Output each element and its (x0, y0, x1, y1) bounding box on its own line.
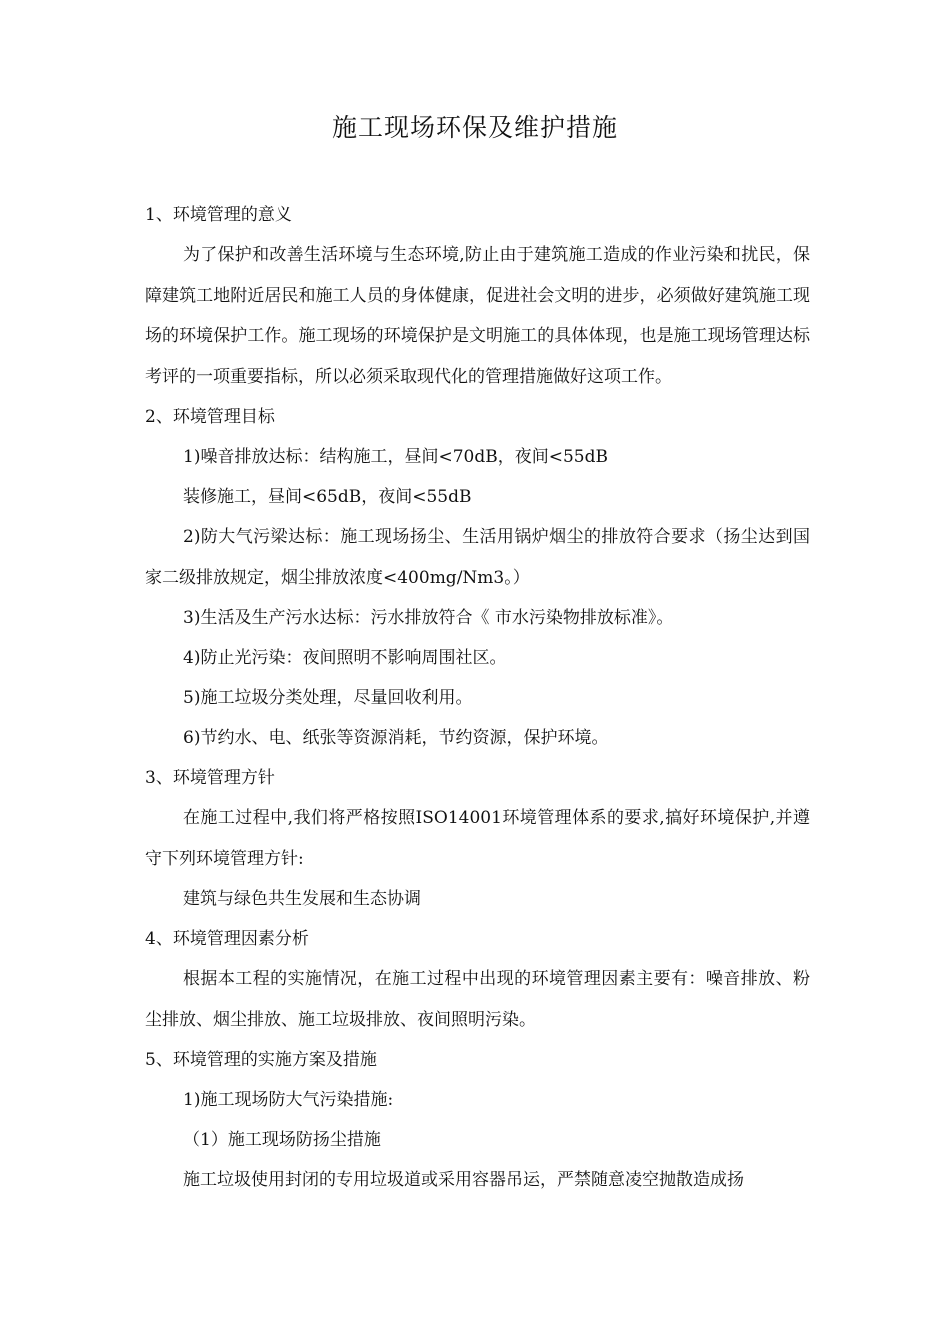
subsection-1: 1)施工现场防大气污染措施: (183, 1090, 394, 1110)
section-4-paragraph: 根据本工程的实施情况，在施工过程中出现的环境管理因素主要有：噪音排放、粉尘排放、烟尘排放、施工垃圾排放、夜间照明污染。 (145, 969, 810, 1030)
target-item-5: 5)施工垃圾分类处理，尽量回收利用。 (183, 688, 473, 708)
target-item-6: 6)节约水、电、纸张等资源消耗，节约资源，保护环境。 (183, 728, 609, 748)
target-item-4: 4)防止光污染：夜间照明不影响周围社区。 (183, 648, 507, 668)
section-5-paragraph: 施工垃圾使用封闭的专用垃圾道或采用容器吊运，严禁随意凌空抛散造成扬 (183, 1170, 744, 1190)
target-item-1-cont: 装修施工，昼间<65dB，夜间<55dB (183, 487, 472, 507)
section-heading-1: 1、环境管理的意义 (145, 205, 292, 225)
section-heading-2: 2、环境管理目标 (145, 407, 275, 427)
target-item-1: 1)噪音排放达标：结构施工，昼间<70dB，夜间<55dB (183, 447, 608, 467)
section-3-paragraph: 在施工过程中,我们将严格按照ISO14001环境管理体系的要求,搞好环境保护,并遵守下列环境管理方针: (145, 808, 810, 869)
section-1-paragraph: 为了保护和改善生活环境与生态环境,防止由于建筑施工造成的作业污染和扰民，保障建筑工地附近居民和施工人员的身体健康，促进社会文明的进步，必须做好建筑施工现场的环境保护工作。施工现场的环境保护是文明施工的具体体现，也是施工现场管理达标考评的一项重要指标，所以必须采取现代化的管理措施做好这项工作。 (145, 245, 810, 387)
document-body (145, 195, 810, 1201)
policy-statement: 建筑与绿色共生发展和生态协调 (183, 889, 421, 909)
document-title: 施工现场环保及维护措施 (331, 113, 618, 142)
section-heading-4: 4、环境管理因素分析 (145, 929, 309, 949)
target-item-3: 3)生活及生产污水达标：污水排放符合《 市水污染物排放标准》。 (183, 608, 674, 628)
section-heading-3: 3、环境管理方针 (145, 768, 275, 788)
section-heading-5: 5、环境管理的实施方案及措施 (145, 1050, 377, 1070)
subsection-1-1: （1）施工现场防扬尘措施 (183, 1130, 381, 1150)
target-item-2: 2)防大气污梁达标：施工现场扬尘、生活用锅炉烟尘的排放符合要求（扬尘达到国家二级排放规定，烟尘排放浓度<400mg/Nm3。） (145, 527, 810, 588)
